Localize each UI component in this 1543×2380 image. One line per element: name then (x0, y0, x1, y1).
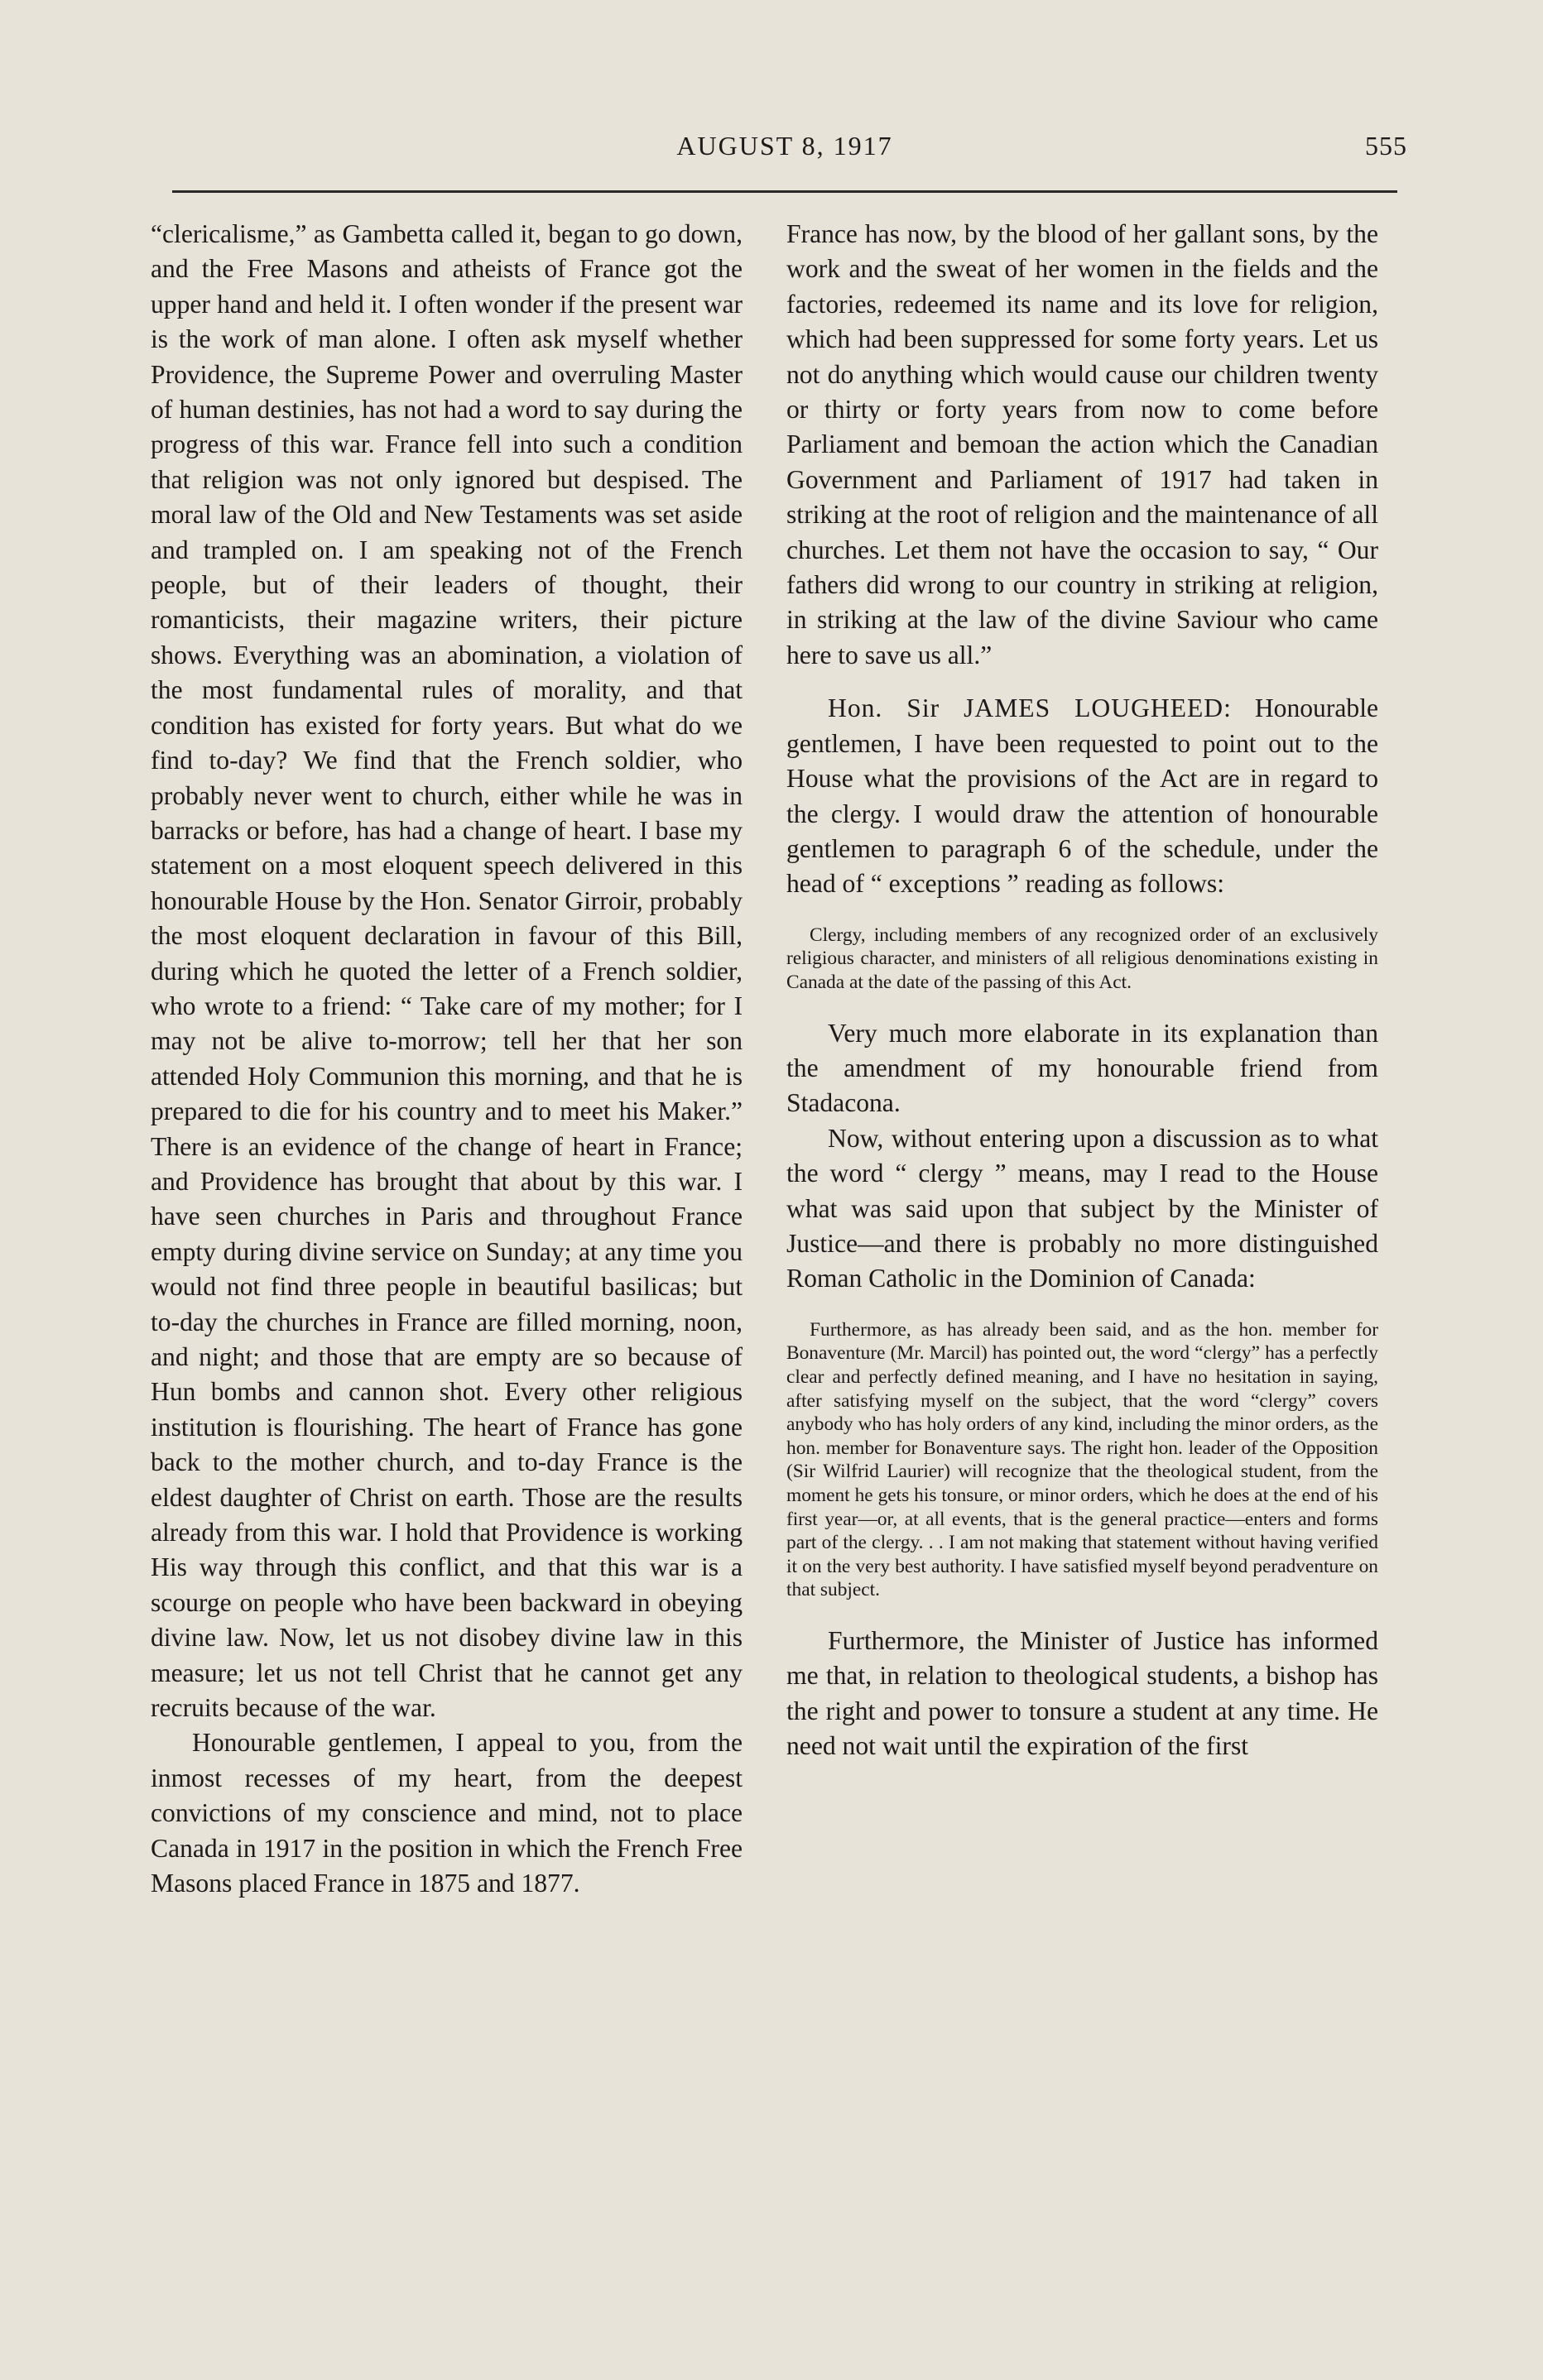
block-quote-clergy-exception: Clergy, including members of any recognized order of an exclusively religious character, and ministers of all religious denominations existing in Canada at the date of the passing of this Act. (786, 924, 1378, 993)
speaker-text: Honourable gentlemen, I have been requested to point out to the House what the provisions of the Act are in regard to the clergy. I would draw the attention of honourable gentlemen to paragraph 6 of the schedule, under the head of “ exceptions ” reading as follows: (786, 693, 1378, 899)
left-paragraph-1: “clericalisme,” as Gambetta called it, began to go down, and the Free Masons and atheists of France got the upper hand and held it. I often wonder if the present war is the work of man alone. I often ask myself whether Providence, the Supreme Power and overruling Master of human destinies, has not had a word to say during the progress of this war. France fell into such a condition that religion was not only ignored but despised. The moral law of the Old and New Testaments was set aside and trampled on. I am speaking not of the French people, but of their leaders of thought, their romanticists, their magazine writers, their picture shows. Everything was an abomination, a violation of the most fundamental rules of morality, and that condition has existed for forty years. But what do we find to-day? We find that the French soldier, who probably never went to church, either while he was in barracks or before, has had a change of heart. I base my statement on a most eloquent speech delivered in this honourable House by the Hon. Senator Girroir, probably the most eloquent declaration in favour of this Bill, during which he quoted the letter of a French soldier, who wrote to a friend: “ Take care of my mother; for I may not be alive to-morrow; tell her that her son attended Holy Communion this morning, and that he is prepared to die for his country and to meet his Maker.” There is an evidence of the change of heart in France; and Providence has brought that about by this war. I have seen churches in Paris and throughout France empty during divine service on Sunday; at any time you would not find three people in beautiful basilicas; but to-day the churches in France are filled morning, noon, and night; and those that are empty are so because of Hun bombs and cannon shot. Every other religious institution is flourishing. The heart of France has gone back to the mother church, and to-day France is the eldest daughter of Christ on earth. Those are the results already from this war. I hold that Providence is working His way through this conflict, and that this war is a scourge on people who have been backward in obeying divine law. Now, let us not disobey divine law in this measure; let us not tell Christ that he cannot get any recruits because of the war. (151, 219, 743, 1723)
left-paragraph-2: Honourable gentlemen, I appeal to you, from the inmost recesses of my heart, from the deepest convictions of my conscience and mind, not to place Canada in 1917 in the position in which the French Free Masons placed France in 1875 and 1877. (151, 1728, 743, 1898)
right-paragraph-5: Furthermore, the Minister of Justice has informed me that, in relation to theological students, a bishop has the right and power to tonsure a student at any time. He need not wait until the expiration of the first (786, 1625, 1378, 1761)
page-header (172, 131, 1407, 172)
right-paragraph-4: Now, without entering upon a discussion as to what the word “ clergy ” means, may I read to the House what was said upon that subject by the Minister of Justice—and there is probably no more distinguished Roman Catholic in the Dominion of Canada: (786, 1123, 1378, 1293)
right-column (786, 217, 1378, 1764)
left-column (151, 217, 743, 1902)
block-quote-minister-of-justice: Furthermore, as has already been said, and as the hon. member for Bonaventure (Mr. Marcil) has pointed out, the word “clergy” has a perfectly clear and perfectly defined meaning, and I have no hesitation in saying, after satisfying myself on the subject, that the word “clergy” covers anybody who has holy orders of any kind, including the minor orders, as the hon. member for Bonaventure says. The right hon. leader of the Opposition (Sir Wilfrid Laurier) will recognize that the theological student, from the moment he gets his tonsure, or minor orders, which he does at the end of his first year—or, at all events, that is the general practice—enters and forms part of the clergy. . . I am not making that statement without having verified it on the very best authority. I have satisfied myself beyond peradventure on that subject. (786, 1318, 1378, 1601)
page-number: 555 (1365, 131, 1407, 161)
running-head-date: AUGUST 8, 1917 (676, 131, 893, 161)
right-paragraph-3: Very much more elaborate in its explanation than the amendment of my honourable friend from Stadacona. (786, 1018, 1378, 1118)
header-rule (172, 190, 1397, 193)
right-paragraph-2 (786, 691, 1378, 901)
speaker-name: Hon. Sir JAMES LOUGHEED: (828, 693, 1232, 723)
right-paragraph-1: France has now, by the blood of her gallant sons, by the work and the sweat of her women in the fields and the factories, redeemed its name and its love for religion, which had been suppressed for some forty years. Let us not do anything which would cause our children twenty or thirty or forty years from now to come before Parliament and bemoan the action which the Canadian Government and Parliament of 1917 had taken in striking at the root of religion and the maintenance of all churches. Let them not have the occasion to say, “ Our fathers did wrong to our country in striking at religion, in striking at the law of the divine Saviour who came here to save us all.” (786, 219, 1378, 669)
